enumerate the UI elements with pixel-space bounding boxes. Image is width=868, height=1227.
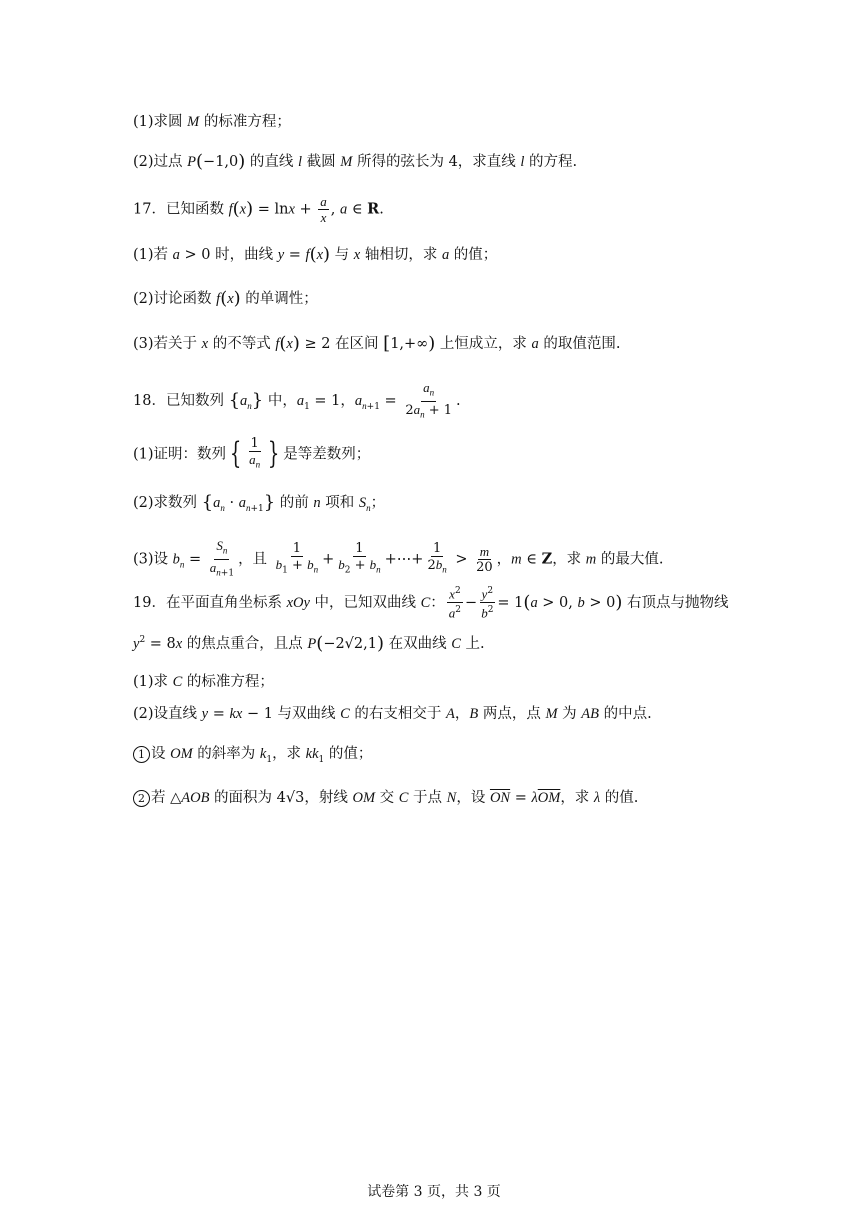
q19-part2-sub2: 2 若 △AOB 的面积为 4√3，射线 OM 交 C 于点 N，设 $\overline{ON} = \lambda\overline{OM}$，求 λ 的值. (133, 788, 638, 808)
q17-part1: (1)若 a > 0 时，曲线 y = f(x) 与 x 轴相切，求 a 的值； (133, 244, 498, 265)
q17-stem: 17．已知函数 f(x) = lnx + $\frac{a}{x}$ , a ∈ R. (133, 194, 384, 225)
q18-part2: (2)求数列 $\{a_n \cdot a_{n+1}\}$ 的前 n 项和 $S_n$； (133, 492, 386, 514)
page-footer: 试卷第 3 页，共 3 页 (367, 1184, 501, 1200)
q17-part3: (3)若关于 x 的不等式 f(x) ≥ 2 在区间 [1,+∞) 上恒成立，求 a 的取值范围. (133, 333, 621, 354)
q18-part3: (3)设 $b_n$ = $\frac{S_n}{a_{n+1}}$ ，且 $\frac{1}{b_1 + b_n}$ + $\frac{1}{b_2 + b_n}$ +⋯+ $\frac{1}{2b_n}$ > $\frac{m}{20}$ ，m ∈ Z，求 m 的最大值. (133, 538, 664, 579)
q16-part2: (2)过点 P(−1,0) 的直线 l 截圆 M 所得的弦长为 4，求直线 l 的方程. (133, 151, 578, 172)
q18-stem: 18．已知数列 $\{a_n\}$ 中，$a_1 = 1$，$a_{n+1}$ = $\frac{a_n}{2a_n + 1}$ . (133, 380, 461, 420)
q19-part2: (2)设直线 y = kx − 1 与双曲线 C 的右支相交于 A，B 两点，点 M 为 AB 的中点. (133, 706, 652, 722)
q19-stem-line1: 19．在平面直角坐标系 xOy 中，已知双曲线 C： $\frac{x^2}{a^2}$ − $\frac{y^2}{b^2}$ = 1(a > 0, b > 0) 右顶点与抛物线 (133, 586, 729, 621)
q17-part2: (2)讨论函数 f(x) 的单调性； (133, 288, 318, 309)
q19-part2-sub1: 1 设 OM 的斜率为 $k_1$，求 $kk_1$ 的值； (133, 744, 372, 770)
q19-stem-line2: $y^2 = 8x$ 的焦点重合，且点 P(−2√2,1) 在双曲线 C 上. (133, 632, 485, 654)
q19-part1: (1)求 C 的标准方程； (133, 674, 274, 690)
q18-part1: (1)证明：数列 { $\frac{1}{a_n}$ } 是等差数列； (133, 436, 371, 472)
q16-part1: (1)求圆 M 的标准方程； (133, 114, 291, 130)
